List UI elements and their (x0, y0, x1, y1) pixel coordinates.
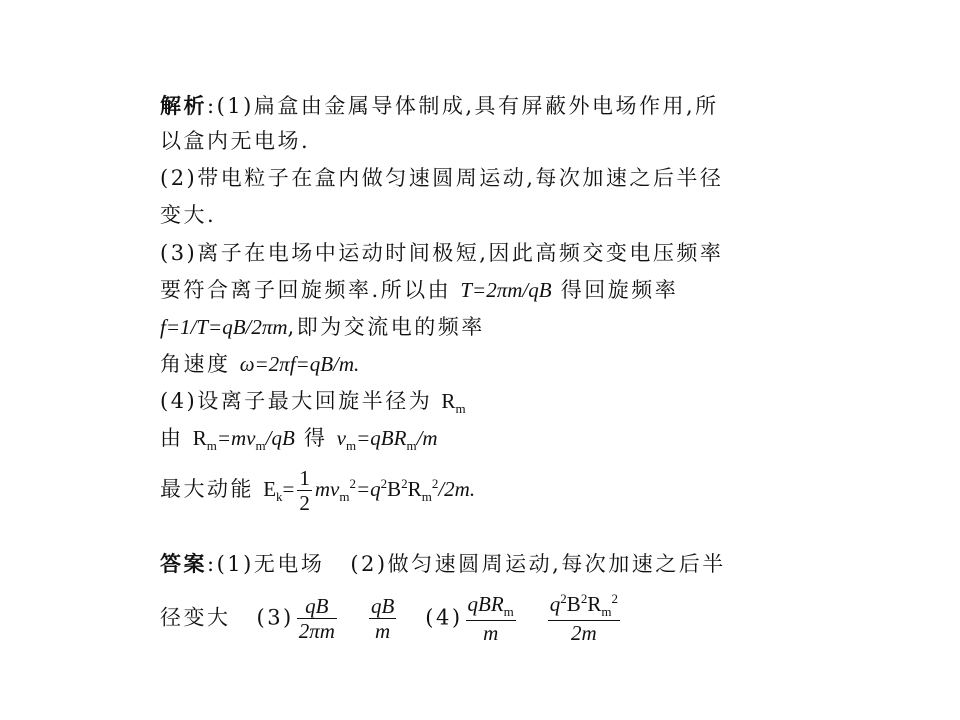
answer-fraction-2: $\frac{qB}{m}$ (370, 593, 395, 644)
formula-period: T=2πm/qB (460, 278, 552, 302)
analysis-line-1: 解析:(1)扁盒由金属导体制成,具有屏蔽外电场作用,所 (160, 93, 719, 118)
formula-kinetic-energy: $E_k=$ $\frac{1}{2}$ $mv_m^2=q^2B^2R_m^2/2m$. (263, 466, 476, 516)
formula-frequency: f=1/T=qB/2πm (160, 315, 288, 339)
analysis-line-8: 角速度 ω=2πf=qB/m. (160, 352, 360, 376)
formula-radius-velocity: $R_m=mv_m/qB$ (192, 426, 295, 454)
analysis-line-10: 由 $R_m=mv_m/qB$ 得 $v_m=qBR_m/m$ (160, 426, 438, 454)
answer-line-1: 答案:(1)无电场 (2)做匀速圆周运动,每次加速之后半 (160, 551, 726, 576)
formula-velocity: $v_m=qBR_m/m$ (336, 426, 438, 454)
answer-fraction-4: $\frac{q^2B^2R_m^2}{2m}$ (549, 591, 618, 646)
analysis-line-9: (4)设离子最大回旋半径为 $R_m$ (160, 389, 466, 417)
formula-radius: $R_m$ (441, 389, 466, 417)
answer-line-2: 径变大 (3) $\frac{qB}{2\pi m}$ $\frac{qB}{m}$ (4) $\frac{qBR_m}{m}$ $\frac{q^2B^2R_m^2}{2m}$ (160, 591, 618, 646)
analysis-line-3: (2)带电粒子在盒内做匀速圆周运动,每次加速之后半径 (160, 166, 724, 190)
analysis-line-4: 变大. (160, 203, 217, 227)
fraction-one-half: $\frac{1}{2}$ (299, 466, 310, 516)
analysis-heading: 解析 (160, 93, 207, 118)
formula-angular-velocity: ω=2πf=qB/m. (239, 352, 360, 376)
answer-fraction-1: $\frac{qB}{2\pi m}$ (298, 593, 335, 644)
analysis-line-11: 最大动能 $E_k=$ $\frac{1}{2}$ $mv_m^2=q^2B^2R_m^2/2m$. (160, 466, 476, 516)
analysis-line-7: f=1/T=qB/2πm,即为交流电的频率 (160, 315, 485, 339)
analysis-line-5: (3)离子在电场中运动时间极短,因此高频交变电压频率 (160, 241, 724, 265)
analysis-line-6: 要符合离子回旋频率.所以由 T=2πm/qB 得回旋频率 (160, 278, 679, 302)
analysis-line-2: 以盒内无电场. (160, 129, 311, 153)
answer-heading: 答案 (160, 551, 207, 576)
answer-fraction-3: $\frac{qBR_m}{m}$ (467, 592, 514, 646)
